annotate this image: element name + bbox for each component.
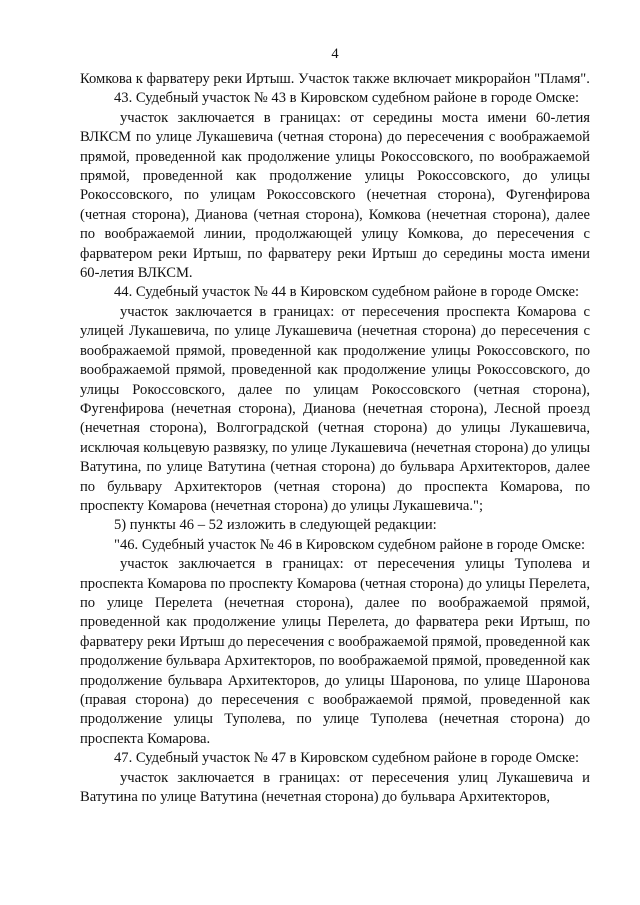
section-47-boundaries: участок заключается в границах: от пересечения улиц Лукашевича и Ватутина по улице Ватутина (нечетная сторона) до бульвара Архитекторов,	[80, 769, 590, 806]
section-43-boundaries: участок заключается в границах: от середины моста имени 60-летия ВЛКСМ по улице Лукашевича (четная сторона) до пересечения с воображаемой прямой, проведенной как продолжение улицы Рокоссовского, по воображаемой прямой, проведенной как продолжение улицы Рокоссовского, до улицы Рокоссовского, по улицам Рокоссовского (нечетная сторона), Фугенфирова (четная сторона), Дианова (четная сторона), Комкова (нечетная сторона), далее по воображаемой линии, продолжающей улицу Комкова, до пересечения с фарватером реки Иртыш, по фарватеру реки Иртыш до середины моста имени 60-летия ВЛКСМ.	[80, 109, 590, 282]
amendment-clause-5: 5) пункты 46 – 52 изложить в следующей редакции:	[114, 517, 437, 534]
section-46-heading: "46. Судебный участок № 46 в Кировском судебном районе в городе Омске:	[114, 536, 586, 553]
section-46-boundaries: участок заключается в границах: от пересечения улицы Туполева и проспекта Комарова по проспекту Комарова (четная сторона) до улицы Перелета, по улице Перелета (нечетная сторона), далее по воображаемой прямой, проведенной как продолжение улицы Перелета, до фарватера реки Иртыш, по фарватеру реки Иртыш до пересечения с воображаемой прямой, проведенной как продолжение бульвара Архитекторов, по воображаемой прямой, проведенной как продолжение бульвара Архитекторов, до улицы Шаронова, по улице Шаронова (правая сторона) до пересечения с воображаемой прямой, проведенной как продолжение улицы Туполева, по улице Туполева (нечетная сторона) до проспекта Комарова.	[80, 556, 590, 747]
page-number: 4	[331, 46, 339, 62]
section-43-heading: 43. Судебный участок № 43 в Кировском судебном районе в городе Омске:	[114, 90, 580, 107]
paragraph-continuation: Комкова к фарватеру реки Иртыш. Участок также включает микрорайон "Пламя".	[80, 71, 590, 87]
document-body	[80, 70, 590, 807]
document-page	[80, 44, 590, 807]
section-47-heading: 47. Судебный участок № 47 в Кировском судебном районе в городе Омске:	[114, 750, 580, 767]
section-44-boundaries: участок заключается в границах: от пересечения проспекта Комарова с улицей Лукашевича, по улице Лукашевича (нечетная сторона) до пересечения с воображаемой прямой, проведенной как продолжение улицы Рокоссовского, по воображаемой прямой, проведенной как продолжение улицы Рокоссовского, до улицы Рокоссовского, далее по улицам Рокоссовского (четная сторона), Фугенфирова (нечетная сторона), Дианова (нечетная сторона), Лесной проезд (нечетная сторона), Волгоградской (четная сторона) до улицы Лукашевича, исключая кольцевую развязку, по улице Лукашевича (нечетная сторона) до улицы Ватутина, по улице Ватутина (четная сторона) до бульвара Архитекторов, далее по бульвару Архитекторов (четная сторона) до проспекта Комарова, по проспекту Комарова (нечетная сторона) до улицы Лукашевича.";	[80, 303, 590, 514]
section-44-heading: 44. Судебный участок № 44 в Кировском судебном районе в городе Омске:	[114, 284, 580, 301]
